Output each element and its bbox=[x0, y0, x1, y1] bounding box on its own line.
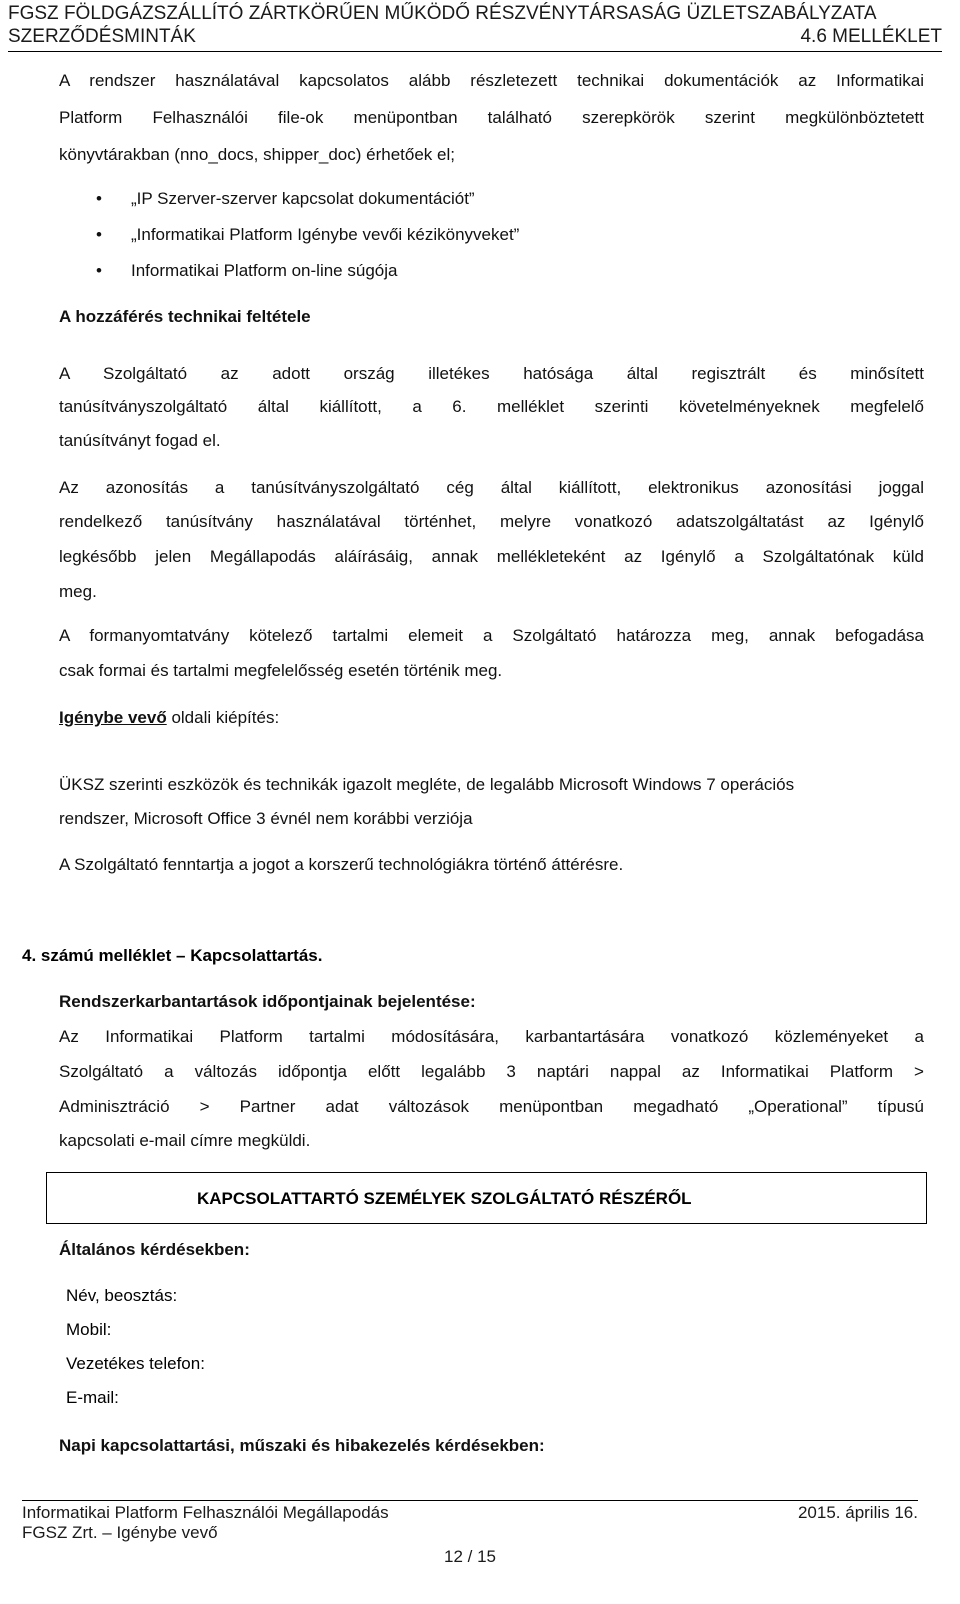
annex-label: 4.6 MELLÉKLET bbox=[800, 26, 942, 47]
access-line-3: tanúsítványt fogad el. bbox=[59, 431, 221, 450]
form-line-1: A formanyomtatvány kötelező tartalmi elemeit a Szolgáltató határozza meg, annak befogadása bbox=[59, 626, 924, 645]
contacts-box bbox=[46, 1172, 927, 1224]
field-landline: Vezetékes telefon: bbox=[66, 1354, 205, 1373]
id-line-4: meg. bbox=[59, 582, 97, 601]
footer-agreement: Informatikai Platform Felhasználói Megállapodás bbox=[22, 1503, 389, 1522]
bullet-text: Informatikai Platform on-line súgója bbox=[131, 261, 398, 280]
technical-heading: Napi kapcsolattartási, műszaki és hibakezelés kérdésekben: bbox=[59, 1436, 545, 1455]
field-mobile: Mobil: bbox=[66, 1320, 112, 1339]
maint-heading: Rendszerkarbantartások időpontjainak bejelentése: bbox=[59, 992, 476, 1011]
annex4-heading: 4. számú melléklet – Kapcsolattartás. bbox=[22, 946, 323, 965]
access-line-2: tanúsítványszolgáltató által kiállított, a 6. melléklet szerinti követelményeknek megfelelő bbox=[59, 397, 924, 416]
bullet-text: „Informatikai Platform Igénybe vevői kézikönyveket” bbox=[131, 225, 520, 244]
footer-divider bbox=[22, 1500, 918, 1501]
general-heading: Általános kérdésekben: bbox=[59, 1240, 250, 1259]
company-name: FGSZ FÖLDGÁZSZÁLLÍTÓ ZÁRTKÖRŰEN MŰKÖDŐ RÉSZVÉNYTÁRSASÁG ÜZLETSZABÁLYZATA bbox=[8, 3, 877, 24]
bullet-icon: • bbox=[96, 189, 102, 208]
user-side-rest: oldali kiépítés: bbox=[166, 708, 280, 727]
bullet-icon: • bbox=[96, 225, 102, 244]
user-side-heading bbox=[59, 708, 924, 728]
user-side-bold: Igénybe vevő bbox=[59, 708, 167, 727]
reserve-text: A Szolgáltató fenntartja a jogot a korszerű technológiákra történő áttérésre. bbox=[59, 855, 624, 874]
req-line-2: rendszer, Microsoft Office 3 évnél nem korábbi verziója bbox=[59, 809, 473, 828]
req-line-1: ÜKSZ szerinti eszközök és technikák igazolt megléte, de legalább Microsoft Windows 7 operációs bbox=[59, 775, 795, 794]
bullet-text: „IP Szerver-szerver kapcsolat dokumentációt” bbox=[131, 189, 475, 208]
id-line-1: Az azonosítás a tanúsítványszolgáltató cég által kiállított, elektronikus azonosítási joggal bbox=[59, 478, 924, 497]
footer-date: 2015. április 16. bbox=[797, 1503, 918, 1522]
bullet-icon: • bbox=[96, 261, 102, 280]
maint-line-1: Az Informatikai Platform tartalmi módosítására, karbantartására vonatkozó közleményeket a bbox=[59, 1027, 924, 1046]
maint-line-2: Szolgáltató a változás időpontja előtt legalább 3 naptári nappal az Informatikai Platform > bbox=[59, 1062, 924, 1081]
footer-party: FGSZ Zrt. – Igénybe vevő bbox=[22, 1523, 218, 1542]
field-email: E-mail: bbox=[66, 1388, 119, 1407]
access-line-1: A Szolgáltató az adott ország illetékes hatósága által regisztrált és minősített bbox=[59, 364, 924, 383]
header-divider bbox=[8, 51, 942, 52]
page-number: 12 / 15 bbox=[444, 1547, 496, 1566]
doc-type: SZERZŐDÉSMINTÁK bbox=[8, 26, 196, 47]
intro-line-3: könyvtárakban (nno_docs, shipper_doc) érhetőek el; bbox=[59, 145, 455, 164]
id-line-2: rendelkező tanúsítvány használatával történhet, melyre vonatkozó adatszolgáltatást az Igénylő bbox=[59, 512, 924, 531]
form-line-2: csak formai és tartalmi megfelelősség esetén történik meg. bbox=[59, 661, 503, 680]
intro-line-2: Platform Felhasználói file-ok menüpontban található szerepkörök szerint megkülönböztetett bbox=[59, 108, 924, 127]
page-header bbox=[8, 2, 942, 52]
page-footer bbox=[22, 1500, 918, 1567]
maint-line-3: Adminisztráció > Partner adat változások menüpontban megadható „Operational” típusú bbox=[59, 1097, 924, 1116]
field-name: Név, beosztás: bbox=[66, 1286, 178, 1305]
maint-line-4: kapcsolati e-mail címre megküldi. bbox=[59, 1131, 311, 1150]
contacts-box-title: KAPCSOLATTARTÓ SZEMÉLYEK SZOLGÁLTATÓ RÉSZÉRŐL bbox=[197, 1189, 692, 1208]
intro-line-1: A rendszer használatával kapcsolatos alább részletezett technikai dokumentációk az Informatikai bbox=[59, 71, 924, 90]
id-line-3: legkésőbb jelen Megállapodás aláírásáig, annak mellékleteként az Igénylő a Szolgáltatónak küld bbox=[59, 547, 924, 566]
access-heading: A hozzáférés technikai feltétele bbox=[59, 307, 311, 326]
